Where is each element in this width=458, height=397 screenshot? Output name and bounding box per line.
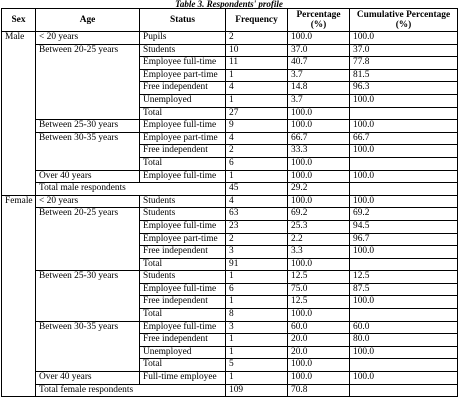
cell-age bbox=[36, 258, 140, 271]
cell-frequency: 8 bbox=[226, 309, 288, 322]
cell-percentage: 20.0 bbox=[288, 334, 350, 347]
cell-sex bbox=[2, 132, 36, 145]
cell-cumulative: 100.0 bbox=[350, 170, 458, 183]
cell-sex bbox=[2, 246, 36, 259]
cell-sex bbox=[2, 233, 36, 246]
cell-status: Pupils bbox=[140, 32, 226, 45]
cell-status: Total bbox=[140, 107, 226, 120]
cell-sex bbox=[2, 44, 36, 57]
cell-frequency: 2 bbox=[226, 233, 288, 246]
header-status: Status bbox=[140, 9, 226, 32]
cell-status: Free independent bbox=[140, 334, 226, 347]
cell-percentage: 100.0 bbox=[288, 157, 350, 170]
cell-status: Employee full-time bbox=[140, 120, 226, 133]
table-row bbox=[2, 57, 458, 70]
cell-age bbox=[36, 82, 140, 95]
table-row bbox=[2, 107, 458, 120]
table-row bbox=[2, 321, 458, 334]
header-row bbox=[2, 9, 458, 32]
cell-age: Total female respondents bbox=[36, 384, 226, 397]
cell-status: Employee full-time bbox=[140, 321, 226, 334]
cell-sex bbox=[2, 220, 36, 233]
cell-frequency: 3 bbox=[226, 246, 288, 259]
cell-cumulative: 96.7 bbox=[350, 233, 458, 246]
cell-cumulative: 12.5 bbox=[350, 271, 458, 284]
cell-age: Total male respondents bbox=[36, 183, 226, 196]
table-row bbox=[2, 183, 458, 196]
cell-sex bbox=[2, 82, 36, 95]
cell-status: Full-time employee bbox=[140, 372, 226, 385]
table-body bbox=[2, 32, 458, 397]
table-row bbox=[2, 132, 458, 145]
table-row bbox=[2, 384, 458, 397]
cell-percentage: 12.5 bbox=[288, 271, 350, 284]
cell-age bbox=[36, 57, 140, 70]
cell-frequency: 4 bbox=[226, 132, 288, 145]
cell-cumulative: 60.0 bbox=[350, 321, 458, 334]
cell-frequency: 23 bbox=[226, 220, 288, 233]
cell-cumulative bbox=[350, 157, 458, 170]
cell-frequency: 27 bbox=[226, 107, 288, 120]
cell-age: Between 25-30 years bbox=[36, 120, 140, 133]
cell-percentage: 20.0 bbox=[288, 346, 350, 359]
cell-percentage: 60.0 bbox=[288, 321, 350, 334]
cell-age: Over 40 years bbox=[36, 372, 140, 385]
cell-percentage: 75.0 bbox=[288, 283, 350, 296]
table-row bbox=[2, 94, 458, 107]
cell-status: Students bbox=[140, 195, 226, 208]
cell-status: Students bbox=[140, 44, 226, 57]
cell-age: Between 20-25 years bbox=[36, 208, 140, 221]
cell-percentage: 100.0 bbox=[288, 107, 350, 120]
cell-percentage: 2.2 bbox=[288, 233, 350, 246]
cell-frequency: 1 bbox=[226, 334, 288, 347]
cell-sex bbox=[2, 69, 36, 82]
cell-percentage: 69.2 bbox=[288, 208, 350, 221]
cell-sex bbox=[2, 208, 36, 221]
cell-cumulative: 94.5 bbox=[350, 220, 458, 233]
cell-cumulative: 100.0 bbox=[350, 32, 458, 45]
cell-status: Employee full-time bbox=[140, 220, 226, 233]
header-percentage: Percentage (%) bbox=[288, 9, 350, 32]
cell-cumulative: 66.7 bbox=[350, 132, 458, 145]
cell-frequency: 5 bbox=[226, 359, 288, 372]
header-age: Age bbox=[36, 9, 140, 32]
cell-frequency: 2 bbox=[226, 145, 288, 158]
cell-age bbox=[36, 246, 140, 259]
table-row bbox=[2, 271, 458, 284]
cell-sex: Male bbox=[2, 32, 36, 45]
cell-age bbox=[36, 359, 140, 372]
table-row bbox=[2, 32, 458, 45]
cell-age bbox=[36, 69, 140, 82]
cell-age: Between 30-35 years bbox=[36, 321, 140, 334]
cell-sex bbox=[2, 334, 36, 347]
table-row bbox=[2, 120, 458, 133]
cell-frequency: 63 bbox=[226, 208, 288, 221]
cell-sex bbox=[2, 94, 36, 107]
table-row bbox=[2, 346, 458, 359]
cell-frequency: 3 bbox=[226, 321, 288, 334]
cell-age bbox=[36, 107, 140, 120]
cell-sex bbox=[2, 372, 36, 385]
table-row bbox=[2, 296, 458, 309]
cell-percentage: 100.0 bbox=[288, 258, 350, 271]
cell-percentage: 12.5 bbox=[288, 296, 350, 309]
cell-cumulative: 100.0 bbox=[350, 296, 458, 309]
cell-age: Between 30-35 years bbox=[36, 132, 140, 145]
cell-status: Employee full-time bbox=[140, 283, 226, 296]
cell-frequency: 1 bbox=[226, 271, 288, 284]
table-caption: Table 3. Respondents' profile bbox=[175, 0, 283, 8]
cell-frequency: 9 bbox=[226, 120, 288, 133]
cell-cumulative: 100.0 bbox=[350, 372, 458, 385]
table-row bbox=[2, 233, 458, 246]
cell-cumulative: 87.5 bbox=[350, 283, 458, 296]
table-row bbox=[2, 145, 458, 158]
cell-status: Free independent bbox=[140, 246, 226, 259]
cell-cumulative: 69.2 bbox=[350, 208, 458, 221]
cell-percentage: 66.7 bbox=[288, 132, 350, 145]
cell-percentage: 100.0 bbox=[288, 372, 350, 385]
cell-age: Between 25-30 years bbox=[36, 271, 140, 284]
table-row bbox=[2, 208, 458, 221]
cell-sex bbox=[2, 321, 36, 334]
cell-age: Over 40 years bbox=[36, 170, 140, 183]
cell-status: Students bbox=[140, 208, 226, 221]
cell-sex bbox=[2, 157, 36, 170]
table-row bbox=[2, 283, 458, 296]
cell-sex bbox=[2, 57, 36, 70]
header-sex: Sex bbox=[2, 9, 36, 32]
cell-sex bbox=[2, 258, 36, 271]
cell-age bbox=[36, 334, 140, 347]
cell-cumulative bbox=[350, 359, 458, 372]
cell-status: Total bbox=[140, 309, 226, 322]
cell-frequency: 6 bbox=[226, 283, 288, 296]
cell-percentage: 70.8 bbox=[288, 384, 350, 397]
cell-status: Free independent bbox=[140, 296, 226, 309]
cell-status: Total bbox=[140, 157, 226, 170]
cell-age: Between 20-25 years bbox=[36, 44, 140, 57]
table-row bbox=[2, 82, 458, 95]
cell-percentage: 100.0 bbox=[288, 120, 350, 133]
cell-age bbox=[36, 283, 140, 296]
cell-frequency: 1 bbox=[226, 296, 288, 309]
cell-percentage: 37.0 bbox=[288, 44, 350, 57]
cell-cumulative bbox=[350, 309, 458, 322]
cell-frequency: 11 bbox=[226, 57, 288, 70]
cell-status: Employee full-time bbox=[140, 170, 226, 183]
cell-sex bbox=[2, 309, 36, 322]
cell-percentage: 33.3 bbox=[288, 145, 350, 158]
cell-sex bbox=[2, 359, 36, 372]
cell-cumulative bbox=[350, 107, 458, 120]
cell-sex bbox=[2, 296, 36, 309]
cell-frequency: 1 bbox=[226, 69, 288, 82]
cell-frequency: 2 bbox=[226, 32, 288, 45]
table-row bbox=[2, 309, 458, 322]
cell-frequency: 4 bbox=[226, 195, 288, 208]
cell-percentage: 40.7 bbox=[288, 57, 350, 70]
cell-cumulative: 100.0 bbox=[350, 246, 458, 259]
cell-status: Unemployed bbox=[140, 94, 226, 107]
cell-percentage: 100.0 bbox=[288, 170, 350, 183]
cell-cumulative bbox=[350, 384, 458, 397]
cell-age bbox=[36, 145, 140, 158]
cell-frequency: 10 bbox=[226, 44, 288, 57]
cell-sex bbox=[2, 346, 36, 359]
cell-status: Employee part-time bbox=[140, 132, 226, 145]
cell-cumulative: 100.0 bbox=[350, 145, 458, 158]
cell-cumulative: 81.5 bbox=[350, 69, 458, 82]
cell-sex bbox=[2, 170, 36, 183]
cell-frequency: 6 bbox=[226, 157, 288, 170]
table-row bbox=[2, 44, 458, 57]
cell-percentage: 29.2 bbox=[288, 183, 350, 196]
cell-percentage: 3.3 bbox=[288, 246, 350, 259]
cell-status: Free independent bbox=[140, 145, 226, 158]
cell-status: Employee full-time bbox=[140, 57, 226, 70]
header-frequency: Frequency bbox=[226, 9, 288, 32]
cell-cumulative bbox=[350, 183, 458, 196]
cell-age bbox=[36, 296, 140, 309]
header-cumulative-percentage: Cumulative Percentage (%) bbox=[350, 9, 458, 32]
cell-sex bbox=[2, 384, 36, 397]
cell-cumulative: 100.0 bbox=[350, 346, 458, 359]
cell-sex bbox=[2, 107, 36, 120]
cell-percentage: 100.0 bbox=[288, 309, 350, 322]
cell-status: Total bbox=[140, 258, 226, 271]
table-row bbox=[2, 157, 458, 170]
cell-status: Unemployed bbox=[140, 346, 226, 359]
cell-cumulative: 77.8 bbox=[350, 57, 458, 70]
table-row bbox=[2, 372, 458, 385]
cell-age bbox=[36, 346, 140, 359]
cell-sex bbox=[2, 120, 36, 133]
table-row bbox=[2, 195, 458, 208]
cell-age: < 20 years bbox=[36, 32, 140, 45]
cell-cumulative: 100.0 bbox=[350, 120, 458, 133]
cell-frequency: 1 bbox=[226, 346, 288, 359]
cell-age bbox=[36, 309, 140, 322]
cell-percentage: 100.0 bbox=[288, 32, 350, 45]
cell-frequency: 1 bbox=[226, 94, 288, 107]
cell-frequency: 4 bbox=[226, 82, 288, 95]
cell-sex bbox=[2, 183, 36, 196]
cell-cumulative bbox=[350, 258, 458, 271]
table-row bbox=[2, 334, 458, 347]
cell-status: Free independent bbox=[140, 82, 226, 95]
respondents-profile-table bbox=[1, 8, 458, 397]
cell-percentage: 100.0 bbox=[288, 359, 350, 372]
cell-frequency: 109 bbox=[226, 384, 288, 397]
cell-percentage: 25.3 bbox=[288, 220, 350, 233]
cell-cumulative: 100.0 bbox=[350, 94, 458, 107]
table-row bbox=[2, 246, 458, 259]
table-row bbox=[2, 170, 458, 183]
cell-frequency: 91 bbox=[226, 258, 288, 271]
cell-frequency: 1 bbox=[226, 170, 288, 183]
cell-status: Employee part-time bbox=[140, 233, 226, 246]
cell-age: < 20 years bbox=[36, 195, 140, 208]
cell-cumulative: 100.0 bbox=[350, 195, 458, 208]
cell-age bbox=[36, 94, 140, 107]
cell-age bbox=[36, 220, 140, 233]
table-row bbox=[2, 359, 458, 372]
cell-percentage: 3.7 bbox=[288, 69, 350, 82]
cell-sex bbox=[2, 283, 36, 296]
cell-age bbox=[36, 157, 140, 170]
table-row bbox=[2, 69, 458, 82]
cell-frequency: 1 bbox=[226, 372, 288, 385]
cell-cumulative: 37.0 bbox=[350, 44, 458, 57]
cell-percentage: 100.0 bbox=[288, 195, 350, 208]
cell-status: Employee part-time bbox=[140, 69, 226, 82]
cell-frequency: 45 bbox=[226, 183, 288, 196]
cell-status: Students bbox=[140, 271, 226, 284]
cell-sex bbox=[2, 145, 36, 158]
cell-cumulative: 80.0 bbox=[350, 334, 458, 347]
cell-sex: Female bbox=[2, 195, 36, 208]
cell-age bbox=[36, 233, 140, 246]
cell-cumulative: 96.3 bbox=[350, 82, 458, 95]
cell-status: Total bbox=[140, 359, 226, 372]
cell-sex bbox=[2, 271, 36, 284]
cell-percentage: 3.7 bbox=[288, 94, 350, 107]
cell-percentage: 14.8 bbox=[288, 82, 350, 95]
table-row bbox=[2, 220, 458, 233]
table-row bbox=[2, 258, 458, 271]
